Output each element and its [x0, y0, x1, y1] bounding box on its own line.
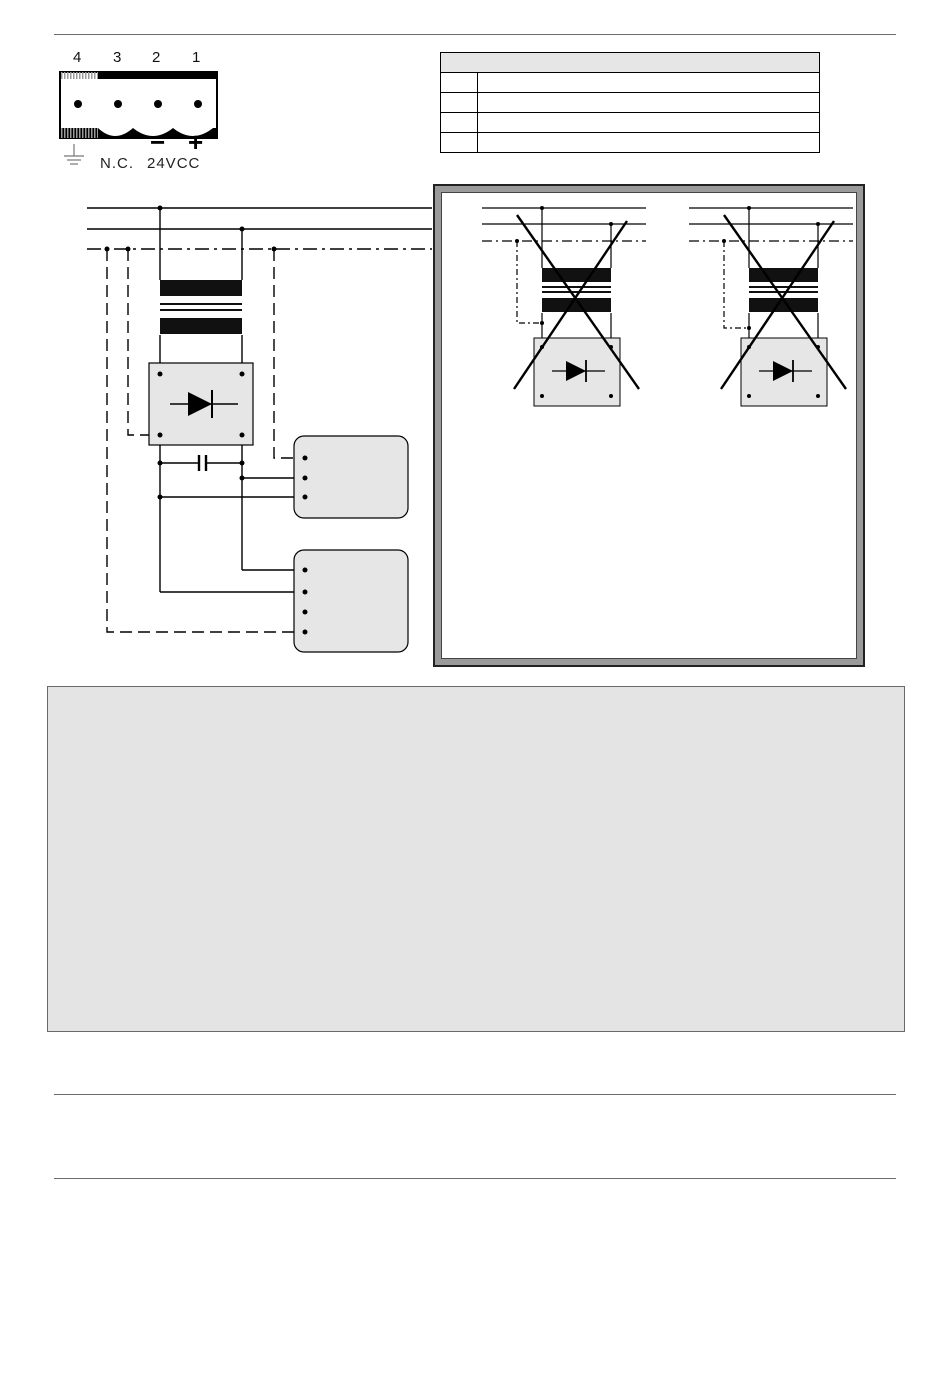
terminal-screw-2 — [154, 100, 162, 108]
table-header — [441, 53, 820, 73]
ground-icon — [64, 144, 84, 164]
pin-assignment-table — [440, 52, 820, 153]
table-row — [441, 133, 820, 153]
incorrect-wiring-diagrams — [442, 193, 858, 660]
incorrect-wiring-panel — [433, 184, 865, 667]
terminal-screw-3 — [114, 100, 122, 108]
pin-number-1: 1 — [192, 49, 201, 66]
top-rule — [54, 34, 896, 35]
terminal-screw-1 — [194, 100, 202, 108]
label-not-connected: N.C. — [100, 155, 134, 172]
transformer-secondary — [160, 318, 242, 334]
incorrect-example-2 — [689, 206, 853, 406]
note-box — [47, 686, 905, 1032]
correct-wiring-diagram — [60, 190, 440, 660]
terminal-screw-4 — [74, 100, 82, 108]
footer-rule-bottom — [54, 1178, 896, 1179]
incorrect-example-1 — [482, 206, 646, 406]
incorrect-wiring-area — [441, 192, 857, 659]
device-module-a — [294, 436, 408, 518]
transformer-primary — [160, 280, 242, 296]
footer-rule-top — [54, 1094, 896, 1095]
table-row — [441, 93, 820, 113]
pin-number-2: 2 — [152, 49, 161, 66]
table-row — [441, 113, 820, 133]
pin-number-4: 4 — [73, 49, 82, 66]
device-module-b — [294, 550, 408, 652]
label-supply-voltage: 24VCC — [147, 155, 201, 172]
plus-symbol: + — [188, 127, 204, 157]
minus-symbol: − — [150, 127, 166, 157]
pin-number-3: 3 — [113, 49, 122, 66]
table-row — [441, 73, 820, 93]
